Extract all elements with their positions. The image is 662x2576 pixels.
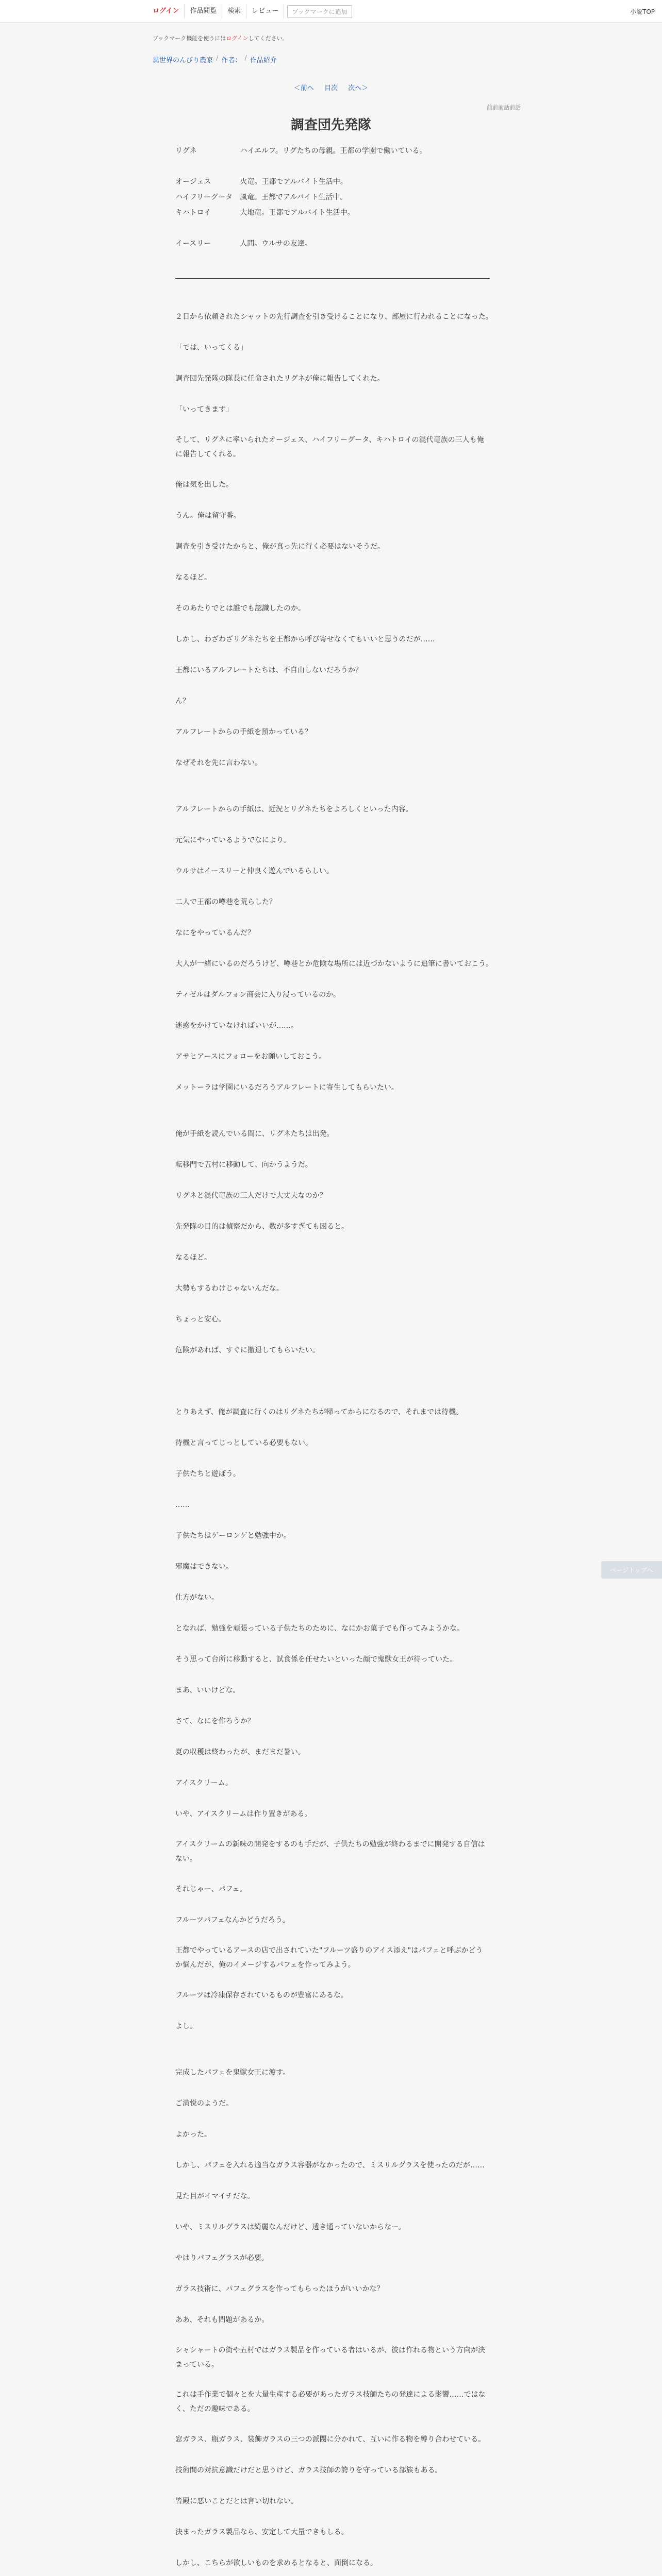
body-paragraph: うん。俺は留守番。 [175, 512, 241, 520]
breadcrumb-author[interactable]: 作者： [221, 57, 242, 64]
blank-line [175, 417, 490, 433]
home-link[interactable]: 小説TOP [630, 8, 655, 15]
blank-line [175, 2571, 490, 2576]
body-paragraph: そう思って台所に移動すると、試食係を任せたいといった顔で鬼獣女王が待っていた。 [175, 1655, 457, 1664]
blank-line [175, 1729, 490, 1744]
blank-line [175, 523, 490, 539]
nav-item-browse[interactable]: 作品閲覧 [185, 4, 222, 19]
body-paragraph: 二人で王都の噂巷を荒らした？ [175, 898, 276, 906]
body-paragraph: いや、ミスリルグラスは綺麗なんだけど、透き通っていないからなー。 [175, 2223, 406, 2231]
body-paragraph: メットーラは学園にいるだろうアルフレートに寄生してもらいたい。 [175, 1083, 399, 1092]
body-paragraph: しかし、こちらが欲しいものを求めるとなると、面倒になる。 [175, 2559, 377, 2567]
character-list [175, 143, 490, 251]
blank-line [175, 740, 490, 755]
blank-line [175, 1204, 490, 1219]
blank-line [175, 1897, 490, 1912]
episode-number: 前前前話前話 [487, 104, 521, 111]
blank-line [175, 325, 490, 340]
blank-line [175, 2142, 490, 2158]
body-paragraph: 大勢もするわけじゃないんだな。 [175, 1284, 284, 1293]
body-paragraph: 危険があれば、すぐに撤退してもらいたい。 [175, 1346, 320, 1354]
blank-line [175, 1928, 490, 1943]
blank-line [175, 1003, 490, 1018]
breadcrumb-separator: / [216, 55, 219, 62]
body-paragraph: 技術間の対抗意識だけだと思うけど、ガラス技師の誇りを守っている部族もある。 [175, 2466, 442, 2475]
blank-line [175, 972, 490, 987]
body-paragraph: ガラス技術に、パフェグラスを作ってもらったほうがいいかな？ [175, 2285, 384, 2293]
body-paragraph: そして、リグネに率いられたオージェス、ハイフリーグータ、キハトロイの混代竜族の三人も俺に報告してくれる。 [175, 436, 484, 459]
character-entry: キハトロイ 大地竜。王都でアルバイト生活中。 [175, 209, 355, 217]
body-paragraph: 大人が一緒にいるのだろうけど、噂巷とか危険な場所には近づかないように追筆に書いておこう。 [175, 960, 493, 968]
login-link[interactable]: ログイン [147, 4, 185, 19]
body-paragraph: やはりパフェグラスが必要。 [175, 2254, 269, 2262]
body-paragraph: フルーツは冷凍保存されているものが豊富にあるな。 [175, 1991, 348, 1999]
body-paragraph: 皆殿に悪いことだとは言い切れない。 [175, 2497, 298, 2505]
body-paragraph: 転移門で五村に移動して、向かうようだ。 [175, 1161, 312, 1169]
body-paragraph: まあ、いいけどな。 [175, 1686, 240, 1694]
blank-line [175, 2173, 490, 2189]
blank-line [175, 2297, 490, 2312]
blank-line [175, 2478, 490, 2494]
body-paragraph: なにをやっているんだ？ [175, 929, 255, 937]
body-paragraph: アイスクリーム。 [175, 1779, 233, 1787]
body-paragraph: 迷惑をかけていなければいいが……。 [175, 1022, 298, 1030]
blank-line [175, 2003, 490, 2019]
body-paragraph: それじゃー、パフェ。 [175, 1885, 247, 1893]
blank-line [175, 1033, 490, 1049]
blank-line [175, 1760, 490, 1775]
body-paragraph: なるほど。 [175, 1253, 211, 1262]
breadcrumb-separator: / [244, 55, 247, 62]
blank-line [175, 462, 490, 477]
blank-line [175, 1374, 490, 1389]
body-paragraph: ん？ [175, 697, 190, 705]
body-paragraph: 待機と言ってじっとしている必要もない。 [175, 1439, 312, 1447]
blank-line [175, 1064, 490, 1080]
body-paragraph: 調査団先発隊の隊長に任命されたリグネが俺に報告してくれた。 [175, 375, 385, 383]
body-paragraph: なぜそれを先に言わない。 [175, 759, 262, 767]
prev-episode-link[interactable]: ＜前へ [293, 84, 314, 92]
blank-line [175, 616, 490, 632]
blank-line [175, 1451, 490, 1466]
body-paragraph: さて、なにを作ろうか？ [175, 1717, 255, 1725]
blank-line [175, 1822, 490, 1837]
body-paragraph: 先発隊の目的は偵察だから、数が多すぎても困ると。 [175, 1223, 349, 1231]
episode-body [175, 309, 493, 2576]
body-paragraph: 元気にやっているようでなにより。 [175, 836, 291, 844]
character-entry: ハイフリーグータ 風竜。王都でアルバイト生活中。 [175, 193, 347, 201]
blank-line [175, 585, 490, 601]
body-paragraph: しかし、パフェを入れる適当なガラス容器がなかったので、ミスリルグラスを使ったのだが…… [175, 2161, 485, 2170]
blank-line [175, 1636, 490, 1652]
body-paragraph: ティゼルはダルフォン商会に入り浸っているのか。 [175, 991, 341, 999]
blank-line [175, 771, 490, 786]
body-paragraph: アイスクリームの新味の開発をするのも手だが、子供たちの勉強が終わるまでに開発する自信はない。 [175, 1840, 485, 1863]
character-entry: イースリー 人間。ウルサの友達。 [175, 240, 312, 248]
blank-line [175, 910, 490, 925]
episode-title: 調査団先発隊 [290, 117, 371, 133]
blank-line [175, 1296, 490, 1312]
blank-line [175, 1605, 490, 1621]
blank-line [175, 1234, 490, 1250]
blank-line [175, 1173, 490, 1188]
blank-line [175, 647, 490, 663]
blank-line [175, 1513, 490, 1528]
table-of-contents-link[interactable]: 目次 [324, 84, 338, 92]
body-paragraph: …… [175, 1501, 190, 1509]
blank-line [175, 221, 490, 236]
body-paragraph: そのあたりでとは誰でも認識したのか。 [175, 604, 305, 613]
blank-line [175, 2266, 490, 2281]
body-paragraph: 「いってきます」 [175, 405, 233, 414]
blank-line [175, 2049, 490, 2065]
body-paragraph: ２日から依頼されたシャットの先行調査を引き受けることになり、部屋に行われることになった。 [175, 313, 493, 321]
blank-line [175, 817, 490, 833]
body-paragraph: 決まったガラス製品なら、安定して大量できもしる。 [175, 2528, 349, 2536]
body-paragraph: 見た目がイマイチだな。 [175, 2192, 255, 2200]
body-paragraph: フルーツパフェなんかどうだろう。 [175, 1916, 290, 1924]
blank-line [175, 2235, 490, 2250]
bookmark-button[interactable]: ブックマークに追加 [287, 5, 352, 18]
blank-line [175, 1265, 490, 1281]
body-paragraph: いや、アイスクリームは作り置きがある。 [175, 1810, 312, 1818]
notice-login-link[interactable]: ログイン [226, 35, 249, 42]
page-top-button[interactable]: ページトップへ [601, 1561, 662, 1579]
blank-line [175, 1791, 490, 1806]
blank-line [175, 2034, 490, 2049]
blank-line [175, 2111, 490, 2127]
body-paragraph: 窓ガラス、瓶ガラス、装飾ガラスの三つの派閥に分かれて、互いに作る物を縛り合わせている。 [175, 2435, 486, 2444]
nav-item-search[interactable]: 検索 [222, 4, 246, 19]
body-paragraph: 俺は気を出した。 [175, 481, 233, 489]
body-paragraph: 王都にいるアルフレートたちは、不自由しないだろうか？ [175, 666, 362, 674]
blank-line [175, 879, 490, 894]
body-paragraph: とりあえず、俺が調査に行くのはリグネたちが帰ってからになるので、それまでは待機。 [175, 1408, 464, 1416]
breadcrumb [153, 55, 277, 64]
body-paragraph: なるほど。 [175, 573, 211, 582]
blank-line [175, 786, 490, 802]
blank-line [175, 2447, 490, 2463]
blank-line [175, 1111, 490, 1126]
body-paragraph: 調査を引き受けたからと、俺が真っ先に行く必要はないそうだ。 [175, 543, 385, 551]
blank-line [175, 678, 490, 693]
blank-line [175, 1698, 490, 1714]
body-paragraph: 子供たちはゲーロンゲと勉強中か。 [175, 1532, 291, 1540]
blank-line [175, 1420, 490, 1435]
body-paragraph: 「では、いってくる」 [175, 344, 247, 352]
nav-item-review[interactable]: レビュー [246, 4, 284, 19]
body-paragraph: ちょっと安心。 [175, 1315, 226, 1324]
blank-line [175, 2509, 490, 2524]
body-paragraph: しかし、わざわざリグネたちを王都から呼び寄せなくてもいいと思うのだが…… [175, 635, 435, 643]
blank-line [175, 2328, 490, 2343]
episode-pager-top [0, 82, 662, 92]
blank-line [175, 493, 490, 508]
body-paragraph: ああ、それも問題があるか。 [175, 2316, 269, 2324]
blank-line [175, 1667, 490, 1683]
character-entry: オージェス 火竜。王都でアルバイト生活中。 [175, 178, 347, 186]
blank-line [175, 2416, 490, 2432]
body-paragraph: アルフレートからの手紙を預かっている？ [175, 728, 312, 736]
body-paragraph: 仕方がない。 [175, 1594, 219, 1602]
blank-line [175, 2080, 490, 2096]
body-paragraph: 王都でやっているアースの店で出されていた"フルーツ盛りのアイス添え"はパフェと呼ぶかどうか悩んだが、俺のイメージするパフェを作ってみよう。 [175, 1946, 483, 1969]
body-paragraph: よし。 [175, 2022, 197, 2030]
notice-prefix: ブックマーク機能を使うには [153, 35, 226, 42]
nav-links [147, 4, 352, 19]
blank-line [175, 2540, 490, 2555]
body-paragraph: ウルサはイースリーと仲良く遊んでいるらしい。 [175, 867, 334, 875]
blank-line [175, 1482, 490, 1497]
blank-line [175, 1389, 490, 1404]
preface-divider [175, 278, 490, 279]
blank-line [175, 355, 490, 371]
blank-line [175, 1972, 490, 1988]
blank-line [175, 1358, 490, 1374]
blank-line [175, 1095, 490, 1111]
body-paragraph: 俺が手紙を読んでいる間に、リグネたちは出発。 [175, 1130, 334, 1138]
blank-line [175, 1327, 490, 1343]
blank-line [175, 554, 490, 570]
blank-line [175, 709, 490, 724]
body-paragraph: 夏の収穫は終わったが、まだまだ暑い。 [175, 1748, 305, 1756]
body-paragraph: アルフレートからの手紙は、近況とリグネたちをよろしくといった内容。 [175, 805, 413, 814]
body-paragraph: リグネと混代竜族の三人だけで大丈夫なのか？ [175, 1192, 327, 1200]
body-paragraph: アサヒアースにフォローをお願いしておこう。 [175, 1053, 326, 1061]
blank-line [175, 1142, 490, 1157]
bookmark-notice [153, 34, 288, 42]
next-episode-link[interactable]: 次へ＞ [348, 84, 369, 92]
body-paragraph: これは手作業で個々とを大量生産する必要があったガラス技師たちの発達による影響……ではなく、ただの趣味である。 [175, 2391, 486, 2413]
blank-line [175, 2372, 490, 2387]
blank-line [175, 1574, 490, 1590]
body-paragraph: 邪魔はできない。 [175, 1563, 233, 1571]
character-entry: リグネ ハイエルフ。リグたちの母親。王都の学園で働いている。 [175, 147, 427, 155]
body-paragraph: となれば、勉強を頑張っている子供たちのために、なにかお菓子でも作ってみようかな。 [175, 1624, 464, 1633]
blank-line [175, 1866, 490, 1882]
blank-line [175, 1544, 490, 1559]
body-paragraph: 子供たちと遊ぼう。 [175, 1470, 240, 1478]
notice-suffix: してください。 [248, 35, 288, 42]
blank-line [175, 941, 490, 956]
body-paragraph: シャシャートの街や五村ではガラス製品を作っている者はいるが、彼は作れる物という方向が決まっている。 [175, 2346, 486, 2369]
blank-line [175, 386, 490, 402]
blank-line [175, 848, 490, 863]
body-paragraph: ご満悦のようだ。 [175, 2099, 233, 2108]
blank-line [175, 2204, 490, 2219]
breadcrumb-work-intro[interactable]: 作品紹介 [250, 57, 277, 64]
blank-line [175, 159, 490, 174]
breadcrumb-work-title[interactable]: 異世界のんびり農家 [153, 57, 213, 64]
body-paragraph: 完成したパフェを鬼獣女王に渡す。 [175, 2069, 290, 2077]
body-paragraph: よかった。 [175, 2130, 211, 2139]
top-navigation-bar [0, 0, 662, 23]
